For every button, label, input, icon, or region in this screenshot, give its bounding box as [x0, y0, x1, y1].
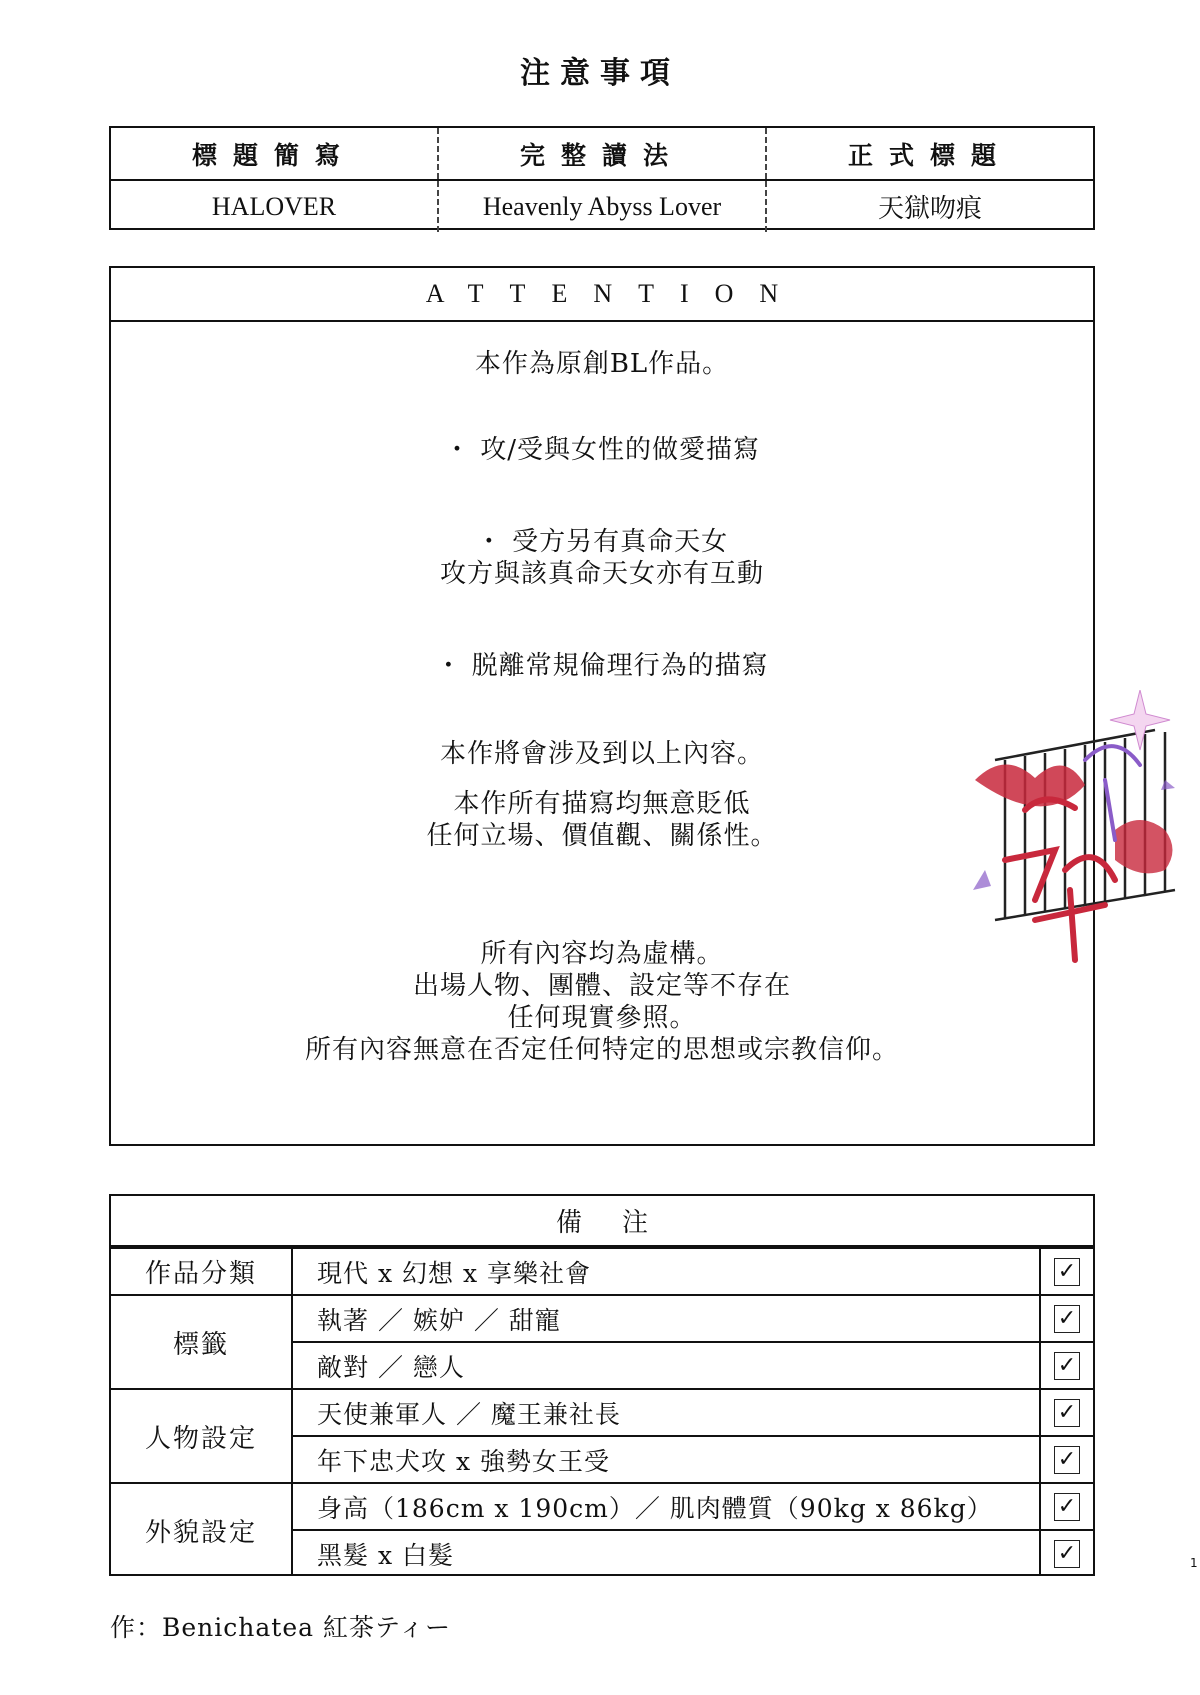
group-label: 作品分類 [111, 1249, 293, 1294]
checkbox-icon: ✓ [1054, 1540, 1080, 1568]
notes-row-text: 黑髮 x 白髮 [317, 1540, 454, 1570]
attention-line: ・ 攻/受與女性的做愛描寫 [443, 435, 761, 465]
notes-row [293, 1529, 1093, 1576]
notes-row [293, 1484, 1093, 1529]
page-title: 注意事項 [520, 56, 680, 91]
page-number: 1 [1190, 1556, 1198, 1570]
checkbox-icon: ✓ [1054, 1493, 1080, 1521]
title-table-header-row [111, 128, 1093, 179]
notes-row-text: 年下忠犬攻 x 強勢女王受 [317, 1446, 610, 1476]
attention-line: 任何現實參照。 [507, 1003, 697, 1033]
checkbox-icon: ✓ [1054, 1258, 1080, 1286]
title-table [109, 126, 1095, 230]
attention-line: 本作為原創BL作品。 [474, 349, 730, 379]
checkbox-icon: ✓ [1054, 1305, 1080, 1333]
attention-line: 所有內容均為虛構。 [480, 939, 724, 969]
attention-line: ・ 脱離常規倫理行為的描寫 [435, 651, 769, 681]
notes-row [293, 1435, 1093, 1482]
notes-row [293, 1390, 1093, 1435]
attention-line: ・ 受方另有真命天女 [475, 527, 729, 557]
checkbox-icon: ✓ [1054, 1352, 1080, 1380]
notes-group-category [111, 1247, 1093, 1294]
attention-heading: ATTENTION [111, 268, 1093, 322]
notes-table [109, 1194, 1095, 1576]
notes-row-text: 執著 ／ 嫉妒 ／ 甜寵 [317, 1305, 561, 1335]
header-abbreviation: 標題簡寫 [191, 140, 356, 170]
value-abbreviation: HALOVER [211, 191, 337, 221]
notes-row-text: 現代 x 幻想 x 享樂社會 [317, 1258, 591, 1288]
attention-line: 本作將會涉及到以上內容。 [439, 739, 764, 769]
checkbox-icon: ✓ [1054, 1446, 1080, 1474]
attention-line: 本作所有描寫均無意貶低 [453, 789, 751, 819]
title-table-value-row [111, 179, 1093, 232]
checkbox-icon: ✓ [1054, 1399, 1080, 1427]
notes-heading: 備注 [111, 1196, 1093, 1247]
notes-group-appearance [111, 1482, 1093, 1576]
author-credit: 作：Benichatea 紅茶ティー [110, 1613, 451, 1642]
group-label: 人物設定 [111, 1390, 293, 1482]
attention-line: 所有內容無意在否定任何特定的思想或宗教信仰。 [304, 1035, 899, 1065]
notes-row-text: 敵對 ／ 戀人 [317, 1352, 465, 1382]
notes-group-tags [111, 1294, 1093, 1388]
notes-row [293, 1296, 1093, 1341]
attention-box [109, 266, 1095, 1146]
title-logo-stamp [965, 690, 1190, 990]
group-label: 標籤 [111, 1296, 293, 1388]
notes-row [293, 1249, 1093, 1294]
attention-line: 攻方與該真命天女亦有互動 [439, 559, 764, 589]
notes-row-text: 身高（186cm x 190cm）／ 肌肉體質（90kg x 86kg） [317, 1493, 993, 1523]
header-full-reading: 完整讀法 [437, 128, 765, 179]
notes-row [293, 1341, 1093, 1388]
header-official-title: 正式標題 [765, 128, 1093, 179]
attention-line: 任何立場、價值觀、關係性。 [426, 821, 778, 851]
notes-group-characters [111, 1388, 1093, 1482]
notes-row-text: 天使兼軍人 ／ 魔王兼社長 [317, 1399, 621, 1429]
group-label: 外貌設定 [111, 1484, 293, 1576]
value-official-title: 天獄吻痕 [765, 181, 1093, 232]
value-full-reading: Heavenly Abyss Lover [437, 181, 765, 232]
attention-line: 出場人物、團體、設定等不存在 [412, 971, 791, 1001]
